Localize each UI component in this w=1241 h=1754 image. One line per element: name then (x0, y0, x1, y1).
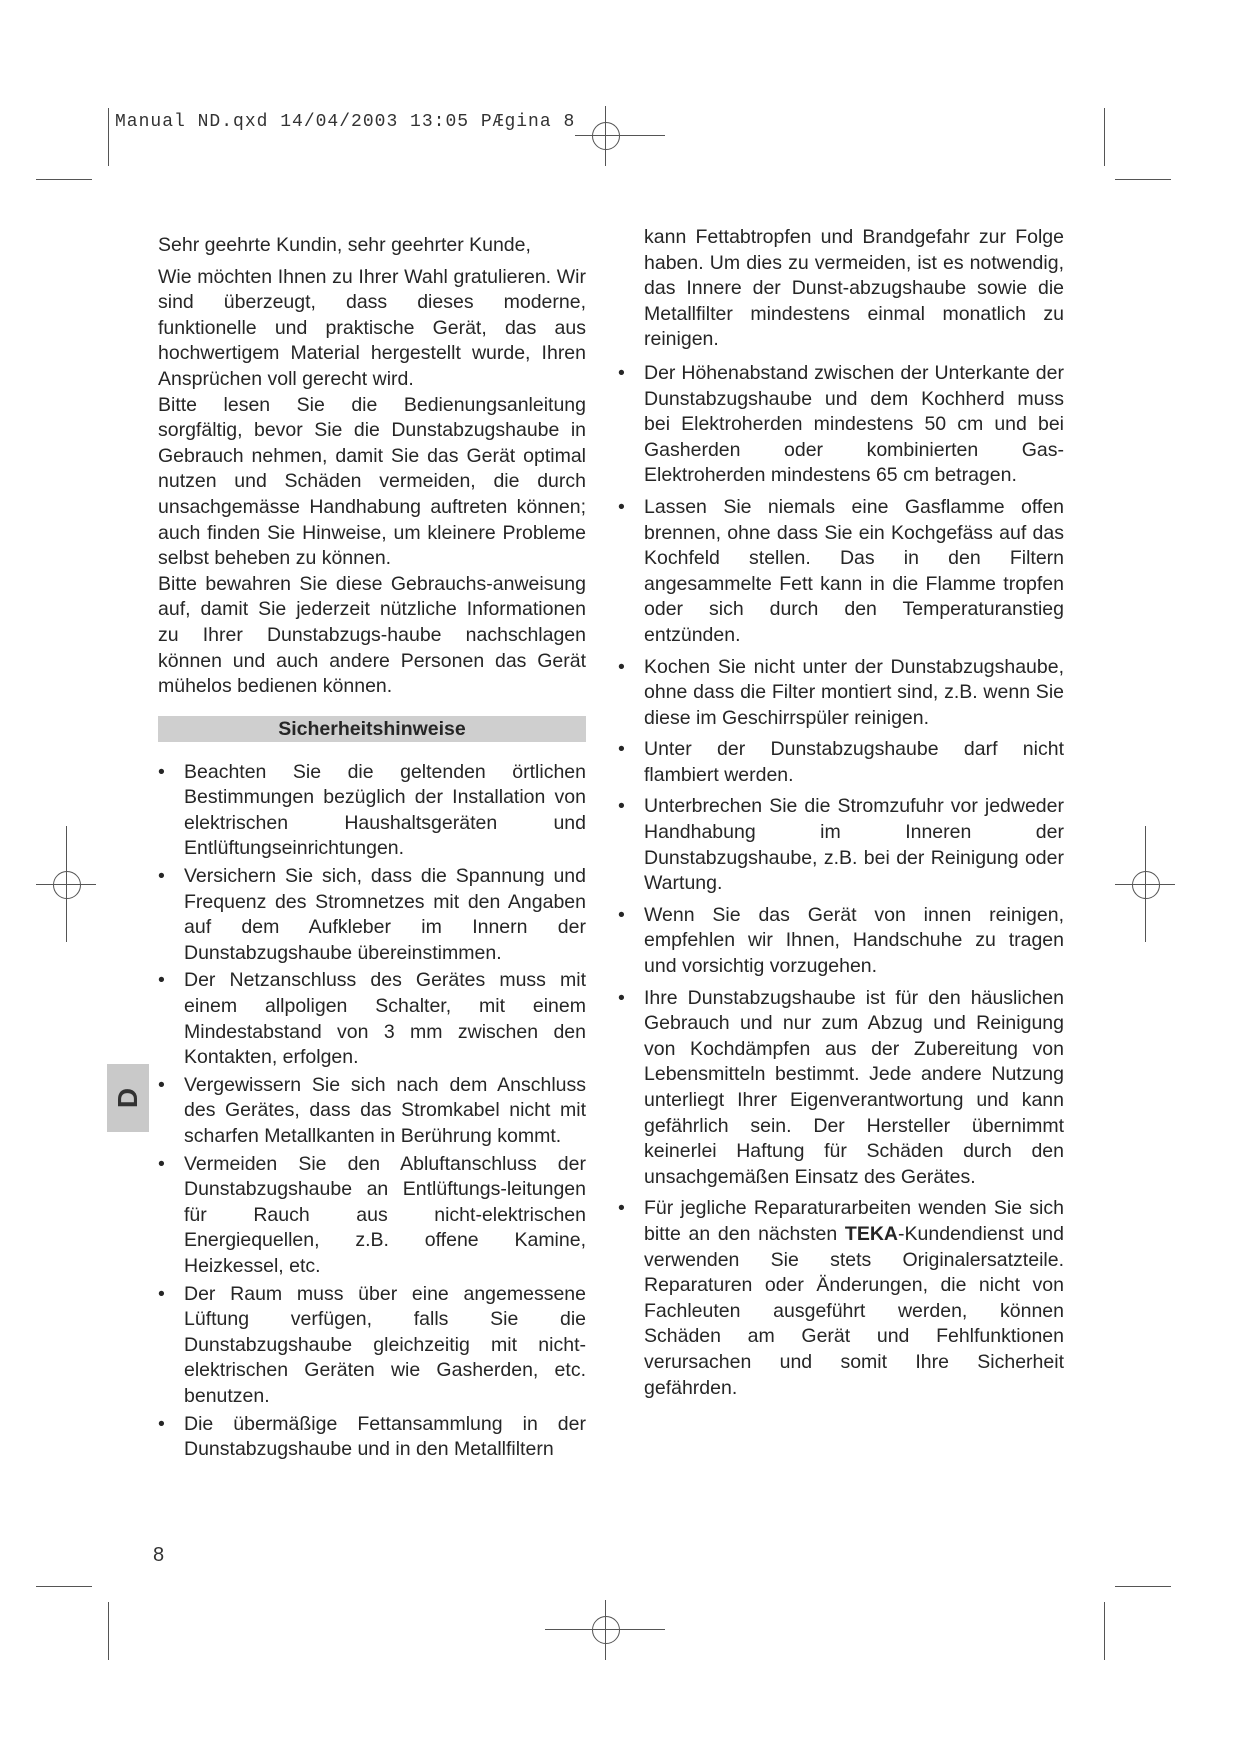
crop-mark-bottom-right-vertical (1104, 1602, 1105, 1660)
repairs-text-start: Für jegliche Reparaturarbeiten wenden Sie sich bitte an den nächsten (644, 1197, 1064, 1245)
crop-mark-top-left-vertical (108, 108, 109, 166)
language-tab (107, 1064, 149, 1132)
list-item: • Ihre Dunstabzugshaube ist für den häuslichen Gebrauch und nur zum Abzug und Reinigung von Kochdämpfen aus der Zubereitung von Lebensmitteln bestimmt. Jede andere Nutzung unterliegt Ihrer Eigenverantwortung und kann gefährlich sein. Der Hersteller übernimmt keinerlei Haftung für Schäden durch den unsachgemäßen Einsatz des Gerätes. (618, 986, 1064, 1191)
registration-mark-left (36, 826, 96, 942)
list-item: • Unterbrechen Sie die Stromzufuhr vor jedweder Handhabung im Inneren der Dunstabzugshaube, z.B. bei der Reinigung oder Wartung. (618, 794, 1064, 896)
list-item: • Vergewissern Sie sich nach dem Anschluss des Gerätes, dass das Stromkabel nicht mit scharfen Metallkanten in Berührung kommt. (158, 1073, 586, 1150)
print-slug: Manual ND.qxd 14/04/2003 13:05 PÆgina 8 (115, 112, 576, 132)
list-item: • Unter der Dunstabzugshaube darf nicht flambiert werden. (618, 737, 1064, 788)
registration-mark-right (1115, 826, 1175, 942)
repairs-text-end: -Kundendienst und verwenden Sie stets Originalersatzteile. Reparaturen oder Änderungen, die nicht von Fachleuten ausgeführt werden, können Schäden am Gerät und Fehlfunktionen verursachen und somit Ihre Sicherheit gefährden. (644, 1222, 1064, 1399)
safety-list-right (618, 361, 1064, 1401)
list-item: • Der Höhenabstand zwischen der Unterkante der Dunstabzugshaube und dem Kochherd muss bei Elektroherden mindestens 50 cm und bei Gasherden oder kombinierten Gas-Elektroherden mindestens 65 cm betragen. (618, 361, 1064, 489)
list-item: • Der Netzanschluss des Gerätes muss mit einem allpoligen Schalter, mit einem Mindestabstand von 3 mm zwischen den Kontakten, erfolgen. (158, 968, 586, 1070)
list-item-continuation: kann Fettabtropfen und Brandgefahr zur Folge haben. Um dies zu vermeiden, ist es notwendig, das Innere der Dunst-abzugshaube sowie die Metallfilter mindestens einmal monatlich zu reinigen. (644, 226, 1064, 351)
registration-mark-top (575, 106, 665, 166)
page-number: 8 (153, 1544, 165, 1566)
crop-mark-top-right-horizontal (1115, 179, 1171, 180)
intro-paragraph-3: Bitte bewahren Sie diese Gebrauchs-anweisung auf, damit Sie jederzeit nützliche Informationen zu Ihrer Dunstabzugs-haube nachschlagen können und auch andere Personen das Gerät mühelos bedienen können. (158, 572, 586, 698)
greeting: Sehr geehrte Kundin, sehr geehrter Kunde, (158, 234, 531, 256)
safety-list-left (158, 760, 586, 1463)
list-item: • Lassen Sie niemals eine Gasflamme offen brennen, ohne dass Sie ein Kochgefäss auf das Kochfeld stellen. Das in den Filtern angesammelte Fett kann in die Flamme tropfen oder sich durch den Temperaturanstieg entzünden. (618, 495, 1064, 649)
crop-mark-top-right-vertical (1104, 108, 1105, 166)
crop-mark-bottom-right-horizontal (1115, 1586, 1171, 1587)
intro-paragraph-1: Wie möchten Ihnen zu Ihrer Wahl gratulieren. Wir sind überzeugt, dass dieses moderne, funktionelle und praktische Gerät, das aus hochwertigem Material hergestellt wurde, Ihren Ansprüchen voll gerecht wird. (158, 265, 586, 390)
crop-mark-top-left-horizontal (36, 179, 92, 180)
crop-mark-bottom-left-vertical (108, 1602, 109, 1660)
list-item: • Die übermäßige Fettansammlung in der Dunstabzugshaube und in den Metallfiltern (158, 1412, 586, 1463)
section-heading: Sicherheitshinweise (158, 716, 586, 742)
crop-mark-bottom-left-horizontal (36, 1586, 92, 1587)
list-item: • Kochen Sie nicht unter der Dunstabzugshaube, ohne dass die Filter montiert sind, z.B. wenn Sie diese im Geschirrspüler reinigen. (618, 655, 1064, 732)
list-item: • Wenn Sie das Gerät von innen reinigen, empfehlen wir Ihnen, Handschuhe zu tragen und vorsichtig vorzugehen. (618, 903, 1064, 980)
right-column (618, 225, 1064, 1407)
brand-name: TEKA (844, 1222, 899, 1245)
list-item: • Vermeiden Sie den Abluftanschluss der Dunstabzugshaube an Entlüftungs-leitungen für Rauch aus nicht-elektrischen Energiequellen, z.B. offene Kamine, Heizkessel, etc. (158, 1152, 586, 1280)
list-item: • Der Raum muss über eine angemessene Lüftung verfügen, falls Sie die Dunstabzugshaube gleichzeitig mit nicht-elektrischen Geräten wie Gasherden, etc. benutzen. (158, 1282, 586, 1410)
left-column (158, 233, 586, 1465)
list-item-repairs (618, 1196, 1064, 1401)
intro-paragraph-2: Bitte lesen Sie die Bedienungsanleitung sorgfältig, bevor Sie die Dunstabzugshaube in Gebrauch nehmen, damit Sie das Gerät optimal nutzen und Schäden vermeiden, die durch unsachgemässe Handhabung auftreten können; auch finden Sie Hinweise, um kleinere Probleme selbst beheben zu können. (158, 393, 586, 570)
registration-mark-bottom (545, 1600, 665, 1660)
list-item: • Versichern Sie sich, dass die Spannung und Frequenz des Stromnetzes mit den Angaben auf dem Aufkleber im Innern der Dunstabzugshaube übereinstimmen. (158, 864, 586, 966)
list-item: • Beachten Sie die geltenden örtlichen Bestimmungen bezüglich der Installation von elektrischen Haushaltsgeräten und Entlüftungseinrichtungen. (158, 760, 586, 862)
language-tab-label: D (111, 1087, 143, 1109)
